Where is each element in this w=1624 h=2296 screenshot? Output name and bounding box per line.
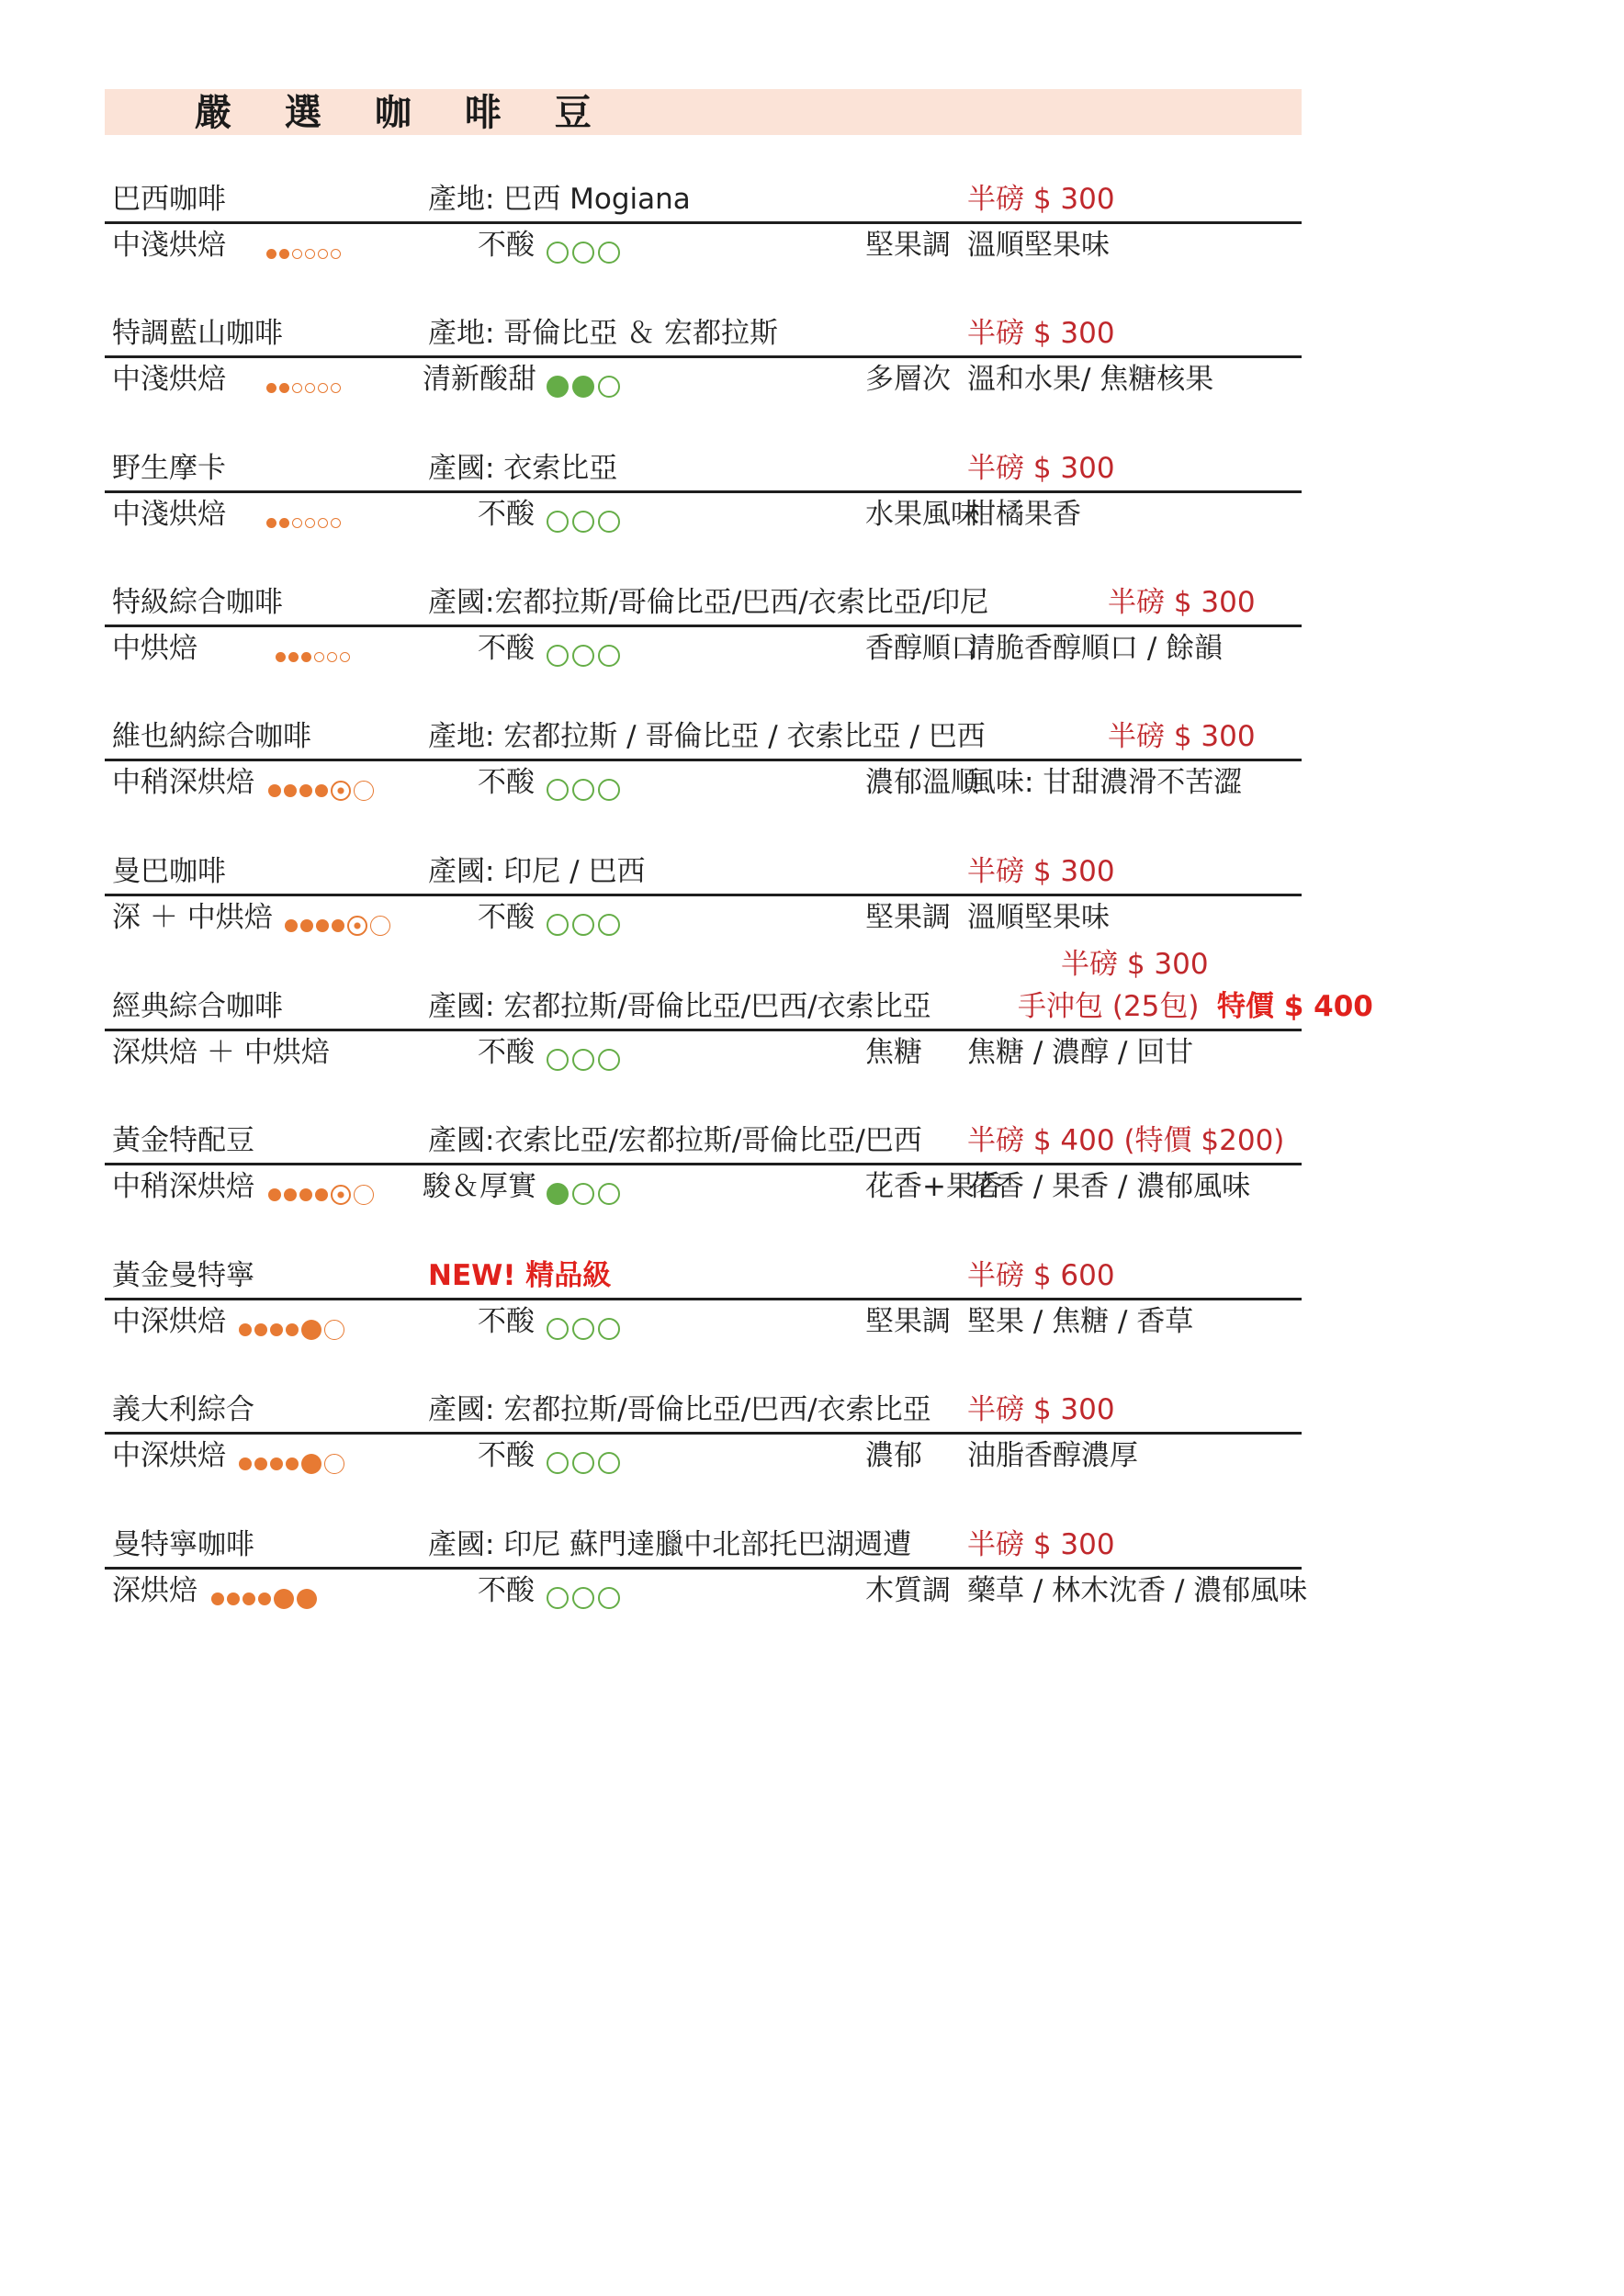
roast-level-text: 中稍深烘焙: [112, 1170, 254, 1203]
roast-level-text: 深烘焙: [112, 1574, 197, 1607]
roast-dot-icon: [331, 383, 341, 393]
flavor-label: 木質調: [865, 1574, 951, 1607]
roast-level-indicator: [268, 780, 374, 802]
coffee-name: 特級綜合咖啡: [112, 586, 283, 619]
divider: [105, 355, 1302, 358]
roast-level-text: 中淺烘焙: [112, 229, 226, 262]
acidity-text: 不酸: [478, 498, 535, 531]
acidity-text: 清新酸甜: [423, 363, 536, 396]
divider: [105, 1567, 1302, 1570]
coffee-price: 半磅 $ 300: [967, 317, 1115, 350]
roast-dot-icon: [324, 1320, 344, 1340]
roast-dot-icon: [266, 249, 276, 259]
flavor-label: 多層次: [865, 363, 951, 396]
coffee-name: 義大利綜合: [112, 1393, 254, 1426]
acidity-dot-icon: [572, 511, 594, 533]
flavor-description: 花香 / 果香 / 濃郁風味: [967, 1170, 1251, 1203]
coffee-price: 半磅 $ 300: [967, 452, 1115, 485]
roast-dot-icon: [279, 518, 289, 528]
roast-dot-icon: [316, 919, 329, 932]
coffee-item: [0, 988, 1624, 1089]
coffee-origin: 產國: 宏都拉斯/哥倫比亞/巴西/衣索比亞: [428, 1393, 931, 1426]
roast-dot-icon: [305, 383, 315, 393]
coffee-item: [0, 181, 1624, 282]
acidity-indicator: [547, 1183, 620, 1205]
roast-level-indicator: [239, 1453, 344, 1475]
coffee-price: 半磅 $ 300: [967, 1528, 1115, 1561]
acidity-dot-icon: [572, 645, 594, 667]
coffee-origin: 產國:衣索比亞/宏都拉斯/哥倫比亞/巴西: [428, 1124, 922, 1157]
roast-dot-icon: [284, 784, 297, 797]
roast-dot-icon: [285, 919, 298, 932]
roast-level-indicator: [268, 1184, 374, 1206]
coffee-item: [0, 718, 1624, 819]
acidity-indicator: [547, 914, 620, 936]
roast-level-text: 深 ＋ 中烘焙: [112, 901, 273, 934]
drip-bag-offer: 手沖包 (25包): [1018, 990, 1200, 1023]
roast-dot-icon: [254, 1458, 267, 1470]
coffee-origin: 產地: 巴西 Mogiana: [428, 183, 691, 216]
acidity-text: 不酸: [478, 632, 535, 665]
coffee-price: 半磅 $ 600: [967, 1259, 1115, 1292]
flavor-label: 堅果調: [865, 901, 951, 934]
roast-dot-icon: [274, 1589, 294, 1609]
coffee-origin: 產國: 印尼 / 巴西: [428, 855, 646, 888]
roast-dot-icon: [318, 518, 328, 528]
coffee-price: 半磅 $ 400 (特價 $200): [967, 1124, 1285, 1157]
roast-dot-icon: [299, 1188, 312, 1201]
special-price: 特價 $ 400: [1217, 990, 1373, 1023]
divider: [105, 1432, 1302, 1435]
coffee-price: 半磅 $ 300: [967, 1393, 1115, 1426]
roast-dot-icon: [292, 518, 302, 528]
roast-level-indicator: [285, 915, 390, 937]
roast-dot-icon: [318, 383, 328, 393]
coffee-price: 半磅 $ 300: [1108, 720, 1256, 753]
divider: [105, 490, 1302, 493]
acidity-dot-icon: [572, 914, 594, 936]
acidity-dot-icon: [572, 1587, 594, 1609]
acidity-dot-icon: [598, 511, 620, 533]
coffee-item: [0, 1391, 1624, 1492]
roast-dot-icon: [370, 916, 390, 936]
acidity-text: 不酸: [478, 1439, 535, 1472]
roast-dot-icon: [327, 652, 337, 662]
roast-dot-icon: [276, 652, 286, 662]
divider: [105, 625, 1302, 627]
roast-dot-icon: [239, 1323, 252, 1336]
roast-dot-icon: [270, 1323, 283, 1336]
acidity-indicator: [547, 376, 620, 398]
roast-dot-icon: [279, 383, 289, 393]
flavor-label: 水果風味: [865, 498, 979, 531]
flavor-label: 濃郁: [865, 1439, 922, 1472]
roast-dot-icon: [305, 518, 315, 528]
roast-level-text: 中烘焙: [112, 632, 197, 665]
roast-dot-icon: [347, 916, 367, 936]
acidity-dot-icon: [547, 242, 569, 264]
roast-level-indicator: [239, 1319, 344, 1341]
coffee-name: 黃金曼特寧: [112, 1259, 254, 1292]
flavor-description: 溫和水果/ 焦糖核果: [967, 363, 1214, 396]
acidity-dot-icon: [547, 1318, 569, 1340]
acidity-dot-icon: [598, 1587, 620, 1609]
coffee-origin: 產地: 哥倫比亞 ＆ 宏都拉斯: [428, 317, 779, 350]
acidity-indicator: [547, 1049, 620, 1071]
flavor-description: 焦糖 / 濃醇 / 回甘: [967, 1036, 1194, 1069]
roast-dot-icon: [292, 249, 302, 259]
coffee-origin: 產地: 宏都拉斯 / 哥倫比亞 / 衣索比亞 / 巴西: [428, 720, 986, 753]
roast-dot-icon: [324, 1454, 344, 1474]
acidity-text: 不酸: [478, 1036, 535, 1069]
flavor-label: 焦糖: [865, 1036, 922, 1069]
acidity-dot-icon: [547, 511, 569, 533]
acidity-dot-icon: [572, 376, 594, 398]
roast-dot-icon: [300, 919, 313, 932]
acidity-dot-icon: [598, 914, 620, 936]
flavor-description: 油脂香醇濃厚: [967, 1439, 1138, 1472]
roast-level-indicator: [266, 512, 341, 534]
roast-dot-icon: [331, 518, 341, 528]
acidity-dot-icon: [572, 779, 594, 801]
divider: [105, 894, 1302, 896]
roast-dot-icon: [331, 1185, 351, 1205]
roast-level-text: 中稍深烘焙: [112, 766, 254, 799]
acidity-dot-icon: [598, 242, 620, 264]
roast-dot-icon: [331, 781, 351, 801]
acidity-dot-icon: [547, 1587, 569, 1609]
acidity-dot-icon: [598, 645, 620, 667]
acidity-dot-icon: [547, 1452, 569, 1474]
roast-level-text: 中深烘焙: [112, 1305, 226, 1338]
roast-dot-icon: [292, 383, 302, 393]
flavor-description: 柑橘果香: [967, 498, 1081, 531]
coffee-item: [0, 315, 1624, 416]
roast-dot-icon: [318, 249, 328, 259]
acidity-dot-icon: [598, 779, 620, 801]
roast-dot-icon: [332, 919, 344, 932]
acidity-text: 不酸: [478, 901, 535, 934]
new-badge: NEW! 精品級: [428, 1259, 612, 1292]
coffee-name: 經典綜合咖啡: [112, 990, 283, 1023]
coffee-name: 維也納綜合咖啡: [112, 720, 311, 753]
acidity-dot-icon: [598, 1452, 620, 1474]
acidity-dot-icon: [572, 1318, 594, 1340]
roast-dot-icon: [242, 1593, 255, 1605]
flavor-description: 清脆香醇順口 / 餘韻: [967, 632, 1224, 665]
acidity-dot-icon: [547, 1183, 569, 1205]
coffee-name: 巴西咖啡: [112, 183, 226, 216]
roast-dot-icon: [301, 652, 311, 662]
roast-dot-icon: [301, 1454, 321, 1474]
acidity-dot-icon: [598, 1183, 620, 1205]
roast-dot-icon: [315, 1188, 328, 1201]
coffee-origin: 產國: 印尼 蘇門達臘中北部托巴湖週遭: [428, 1528, 912, 1561]
coffee-name: 曼特寧咖啡: [112, 1528, 254, 1561]
roast-level-indicator: [266, 377, 341, 399]
roast-level-indicator: [276, 646, 350, 668]
coffee-name: 曼巴咖啡: [112, 855, 226, 888]
roast-dot-icon: [331, 249, 341, 259]
acidity-text: 不酸: [478, 1305, 535, 1338]
divider: [105, 1029, 1302, 1031]
roast-level-text: 中淺烘焙: [112, 363, 226, 396]
roast-dot-icon: [279, 249, 289, 259]
roast-level-indicator: [211, 1588, 317, 1610]
flavor-description: 風味: 甘甜濃滑不苦澀: [967, 766, 1243, 799]
roast-dot-icon: [301, 1320, 321, 1340]
acidity-indicator: [547, 1452, 620, 1474]
acidity-indicator: [547, 779, 620, 801]
roast-dot-icon: [266, 518, 276, 528]
roast-dot-icon: [340, 652, 350, 662]
roast-dot-icon: [286, 1323, 299, 1336]
acidity-indicator: [547, 511, 620, 533]
flavor-description: 堅果 / 焦糖 / 香草: [967, 1305, 1194, 1338]
flavor-description: 溫順堅果味: [967, 901, 1110, 934]
acidity-dot-icon: [547, 779, 569, 801]
divider: [105, 1163, 1302, 1165]
roast-dot-icon: [239, 1458, 252, 1470]
coffee-item: [0, 584, 1624, 685]
roast-dot-icon: [254, 1323, 267, 1336]
acidity-dot-icon: [572, 1452, 594, 1474]
acidity-text: 不酸: [478, 1574, 535, 1607]
roast-dot-icon: [268, 1188, 281, 1201]
roast-dot-icon: [299, 784, 312, 797]
coffee-name: 野生摩卡: [112, 452, 226, 485]
roast-dot-icon: [305, 249, 315, 259]
divider: [105, 221, 1302, 224]
acidity-dot-icon: [547, 645, 569, 667]
flavor-description: 藥草 / 林木沈香 / 濃郁風味: [967, 1574, 1308, 1607]
coffee-item: [0, 1122, 1624, 1223]
roast-level-indicator: [266, 242, 341, 264]
roast-dot-icon: [270, 1458, 283, 1470]
coffee-origin: 產國: 衣索比亞: [428, 452, 618, 485]
coffee-origin: 產國:宏都拉斯/哥倫比亞/巴西/衣索比亞/印尼: [428, 586, 989, 619]
coffee-name: 特調藍山咖啡: [112, 317, 283, 350]
acidity-dot-icon: [547, 914, 569, 936]
roast-dot-icon: [288, 652, 299, 662]
divider: [105, 1298, 1302, 1300]
flavor-label: 香醇順口: [865, 632, 979, 665]
acidity-indicator: [547, 1318, 620, 1340]
acidity-text: 不酸: [478, 229, 535, 262]
coffee-origin: 產國: 宏都拉斯/哥倫比亞/巴西/衣索比亞: [428, 990, 931, 1023]
acidity-dot-icon: [572, 1049, 594, 1071]
coffee-price: 半磅 $ 300: [1061, 948, 1209, 981]
coffee-item: [0, 1257, 1624, 1358]
acidity-dot-icon: [598, 376, 620, 398]
roast-dot-icon: [354, 781, 374, 801]
acidity-indicator: [547, 242, 620, 264]
flavor-label: 花香+果香: [865, 1170, 1003, 1203]
acidity-dot-icon: [572, 242, 594, 264]
acidity-dot-icon: [547, 1049, 569, 1071]
roast-dot-icon: [258, 1593, 271, 1605]
acidity-dot-icon: [598, 1318, 620, 1340]
roast-level-text: 中深烘焙: [112, 1439, 226, 1472]
coffee-item: [0, 1526, 1624, 1627]
roast-dot-icon: [284, 1188, 297, 1201]
coffee-item: [0, 450, 1624, 551]
roast-dot-icon: [315, 784, 328, 797]
coffee-name: 黃金特配豆: [112, 1124, 254, 1157]
coffee-price: 半磅 $ 300: [967, 855, 1115, 888]
acidity-dot-icon: [547, 376, 569, 398]
acidity-text: 不酸: [478, 766, 535, 799]
acidity-dot-icon: [598, 1049, 620, 1071]
roast-level-text: 中淺烘焙: [112, 498, 226, 531]
roast-dot-icon: [297, 1589, 317, 1609]
roast-dot-icon: [314, 652, 324, 662]
acidity-indicator: [547, 645, 620, 667]
roast-dot-icon: [266, 383, 276, 393]
roast-dot-icon: [227, 1593, 240, 1605]
divider: [105, 759, 1302, 761]
coffee-item: [0, 853, 1624, 954]
acidity-dot-icon: [572, 1183, 594, 1205]
acidity-indicator: [547, 1587, 620, 1609]
roast-dot-icon: [286, 1458, 299, 1470]
roast-dot-icon: [354, 1185, 374, 1205]
roast-dot-icon: [268, 784, 281, 797]
flavor-label: 濃郁溫順: [865, 766, 979, 799]
coffee-price: 半磅 $ 300: [1108, 586, 1256, 619]
roast-level-text: 深烘焙 ＋ 中烘焙: [112, 1036, 330, 1069]
flavor-label: 堅果調: [865, 229, 951, 262]
flavor-description: 溫順堅果味: [967, 229, 1110, 262]
coffee-price: 半磅 $ 300: [967, 183, 1115, 216]
roast-dot-icon: [211, 1593, 224, 1605]
page-title: 嚴 選 咖 啡 豆: [195, 92, 612, 134]
flavor-label: 堅果調: [865, 1305, 951, 1338]
acidity-text: 駿＆厚實: [423, 1170, 536, 1203]
